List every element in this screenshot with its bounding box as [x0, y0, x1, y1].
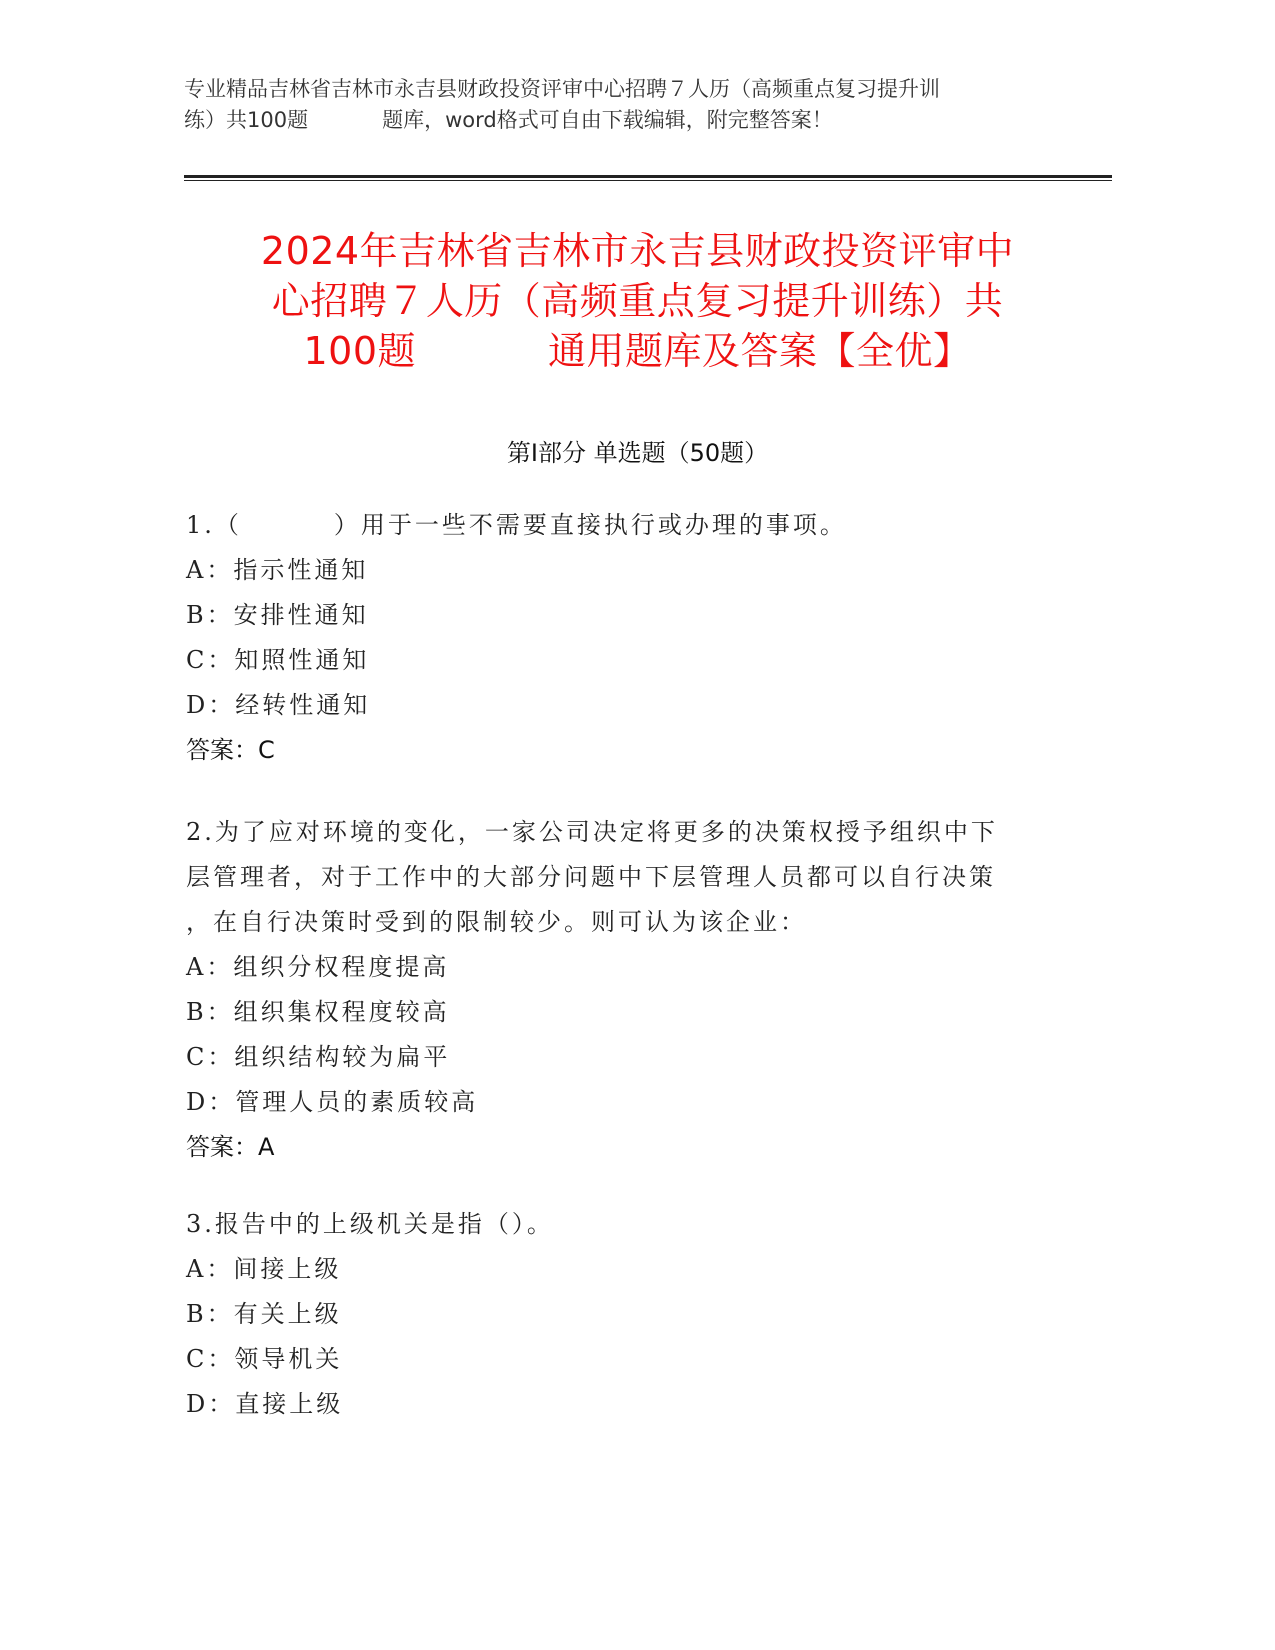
- option-b: B：组织集权程度较高: [186, 998, 450, 1026]
- option-c: C：领导机关: [186, 1345, 343, 1373]
- option-a: A：组织分权程度提高: [186, 953, 450, 981]
- document-title-line-3: [150, 326, 1125, 376]
- question-1: [186, 503, 1066, 773]
- header-note-line-1: 专业精品吉林省吉林市永吉县财政投资评审中心招聘７人历（高频重点复习提升训: [184, 77, 940, 101]
- option-d: D：管理人员的素质较高: [186, 1088, 479, 1116]
- section-title: 第Ⅰ部分 单选题（50题）: [506, 439, 769, 467]
- question-stem-line-1: 2.为了应对环境的变化，一家公司决定将更多的决策权授予组织中下: [186, 818, 998, 846]
- question-stem-part-a: 1.（: [186, 511, 242, 539]
- header-note-line-2-b: 题库，word格式可自由下载编辑，附完整答案！: [382, 108, 833, 132]
- option-a: A：间接上级: [186, 1255, 342, 1283]
- question-stem-part-b: ）用于一些不需要直接执行或办理的事项。: [333, 511, 847, 539]
- header-note-line-2-a: 练）共100题: [184, 108, 309, 132]
- option-b: B：有关上级: [186, 1300, 342, 1328]
- header-note: [184, 74, 1084, 136]
- option-a: A：指示性通知: [186, 556, 369, 584]
- document-title-line-1: 2024年吉林省吉林市永吉县财政投资评审中: [260, 229, 1015, 273]
- answer-line: 答案：C: [186, 736, 275, 764]
- option-d: D：经转性通知: [186, 691, 371, 719]
- document-title-line-2: 心招聘７人历（高频重点复习提升训练）共: [271, 279, 1004, 323]
- option-d: D：直接上级: [186, 1390, 344, 1418]
- question-3: [186, 1202, 1066, 1427]
- header-rule-thin: [184, 180, 1112, 181]
- document-title-line-3-b: 通用题库及答案【全优】: [548, 329, 972, 373]
- option-c: C：组织结构较为扁平: [186, 1043, 451, 1071]
- question-stem: [186, 503, 1066, 548]
- option-b: B：安排性通知: [186, 601, 369, 629]
- question-stem-line-3: ，在自行决策时受到的限制较少。则可认为该企业：: [186, 908, 807, 936]
- question-stem: 3.报告中的上级机关是指（）。: [186, 1210, 554, 1238]
- question-2: [186, 810, 1066, 1170]
- header-note-line-2: [184, 105, 1084, 136]
- answer-line: 答案：A: [186, 1133, 275, 1161]
- document-title-line-3-a: 100题: [303, 329, 416, 373]
- document-title: [150, 226, 1125, 376]
- option-c: C：知照性通知: [186, 646, 370, 674]
- question-stem-line-2: 层管理者，对于工作中的大部分问题中下层管理人员都可以自行决策: [186, 863, 996, 891]
- header-rule-thick: [184, 175, 1112, 178]
